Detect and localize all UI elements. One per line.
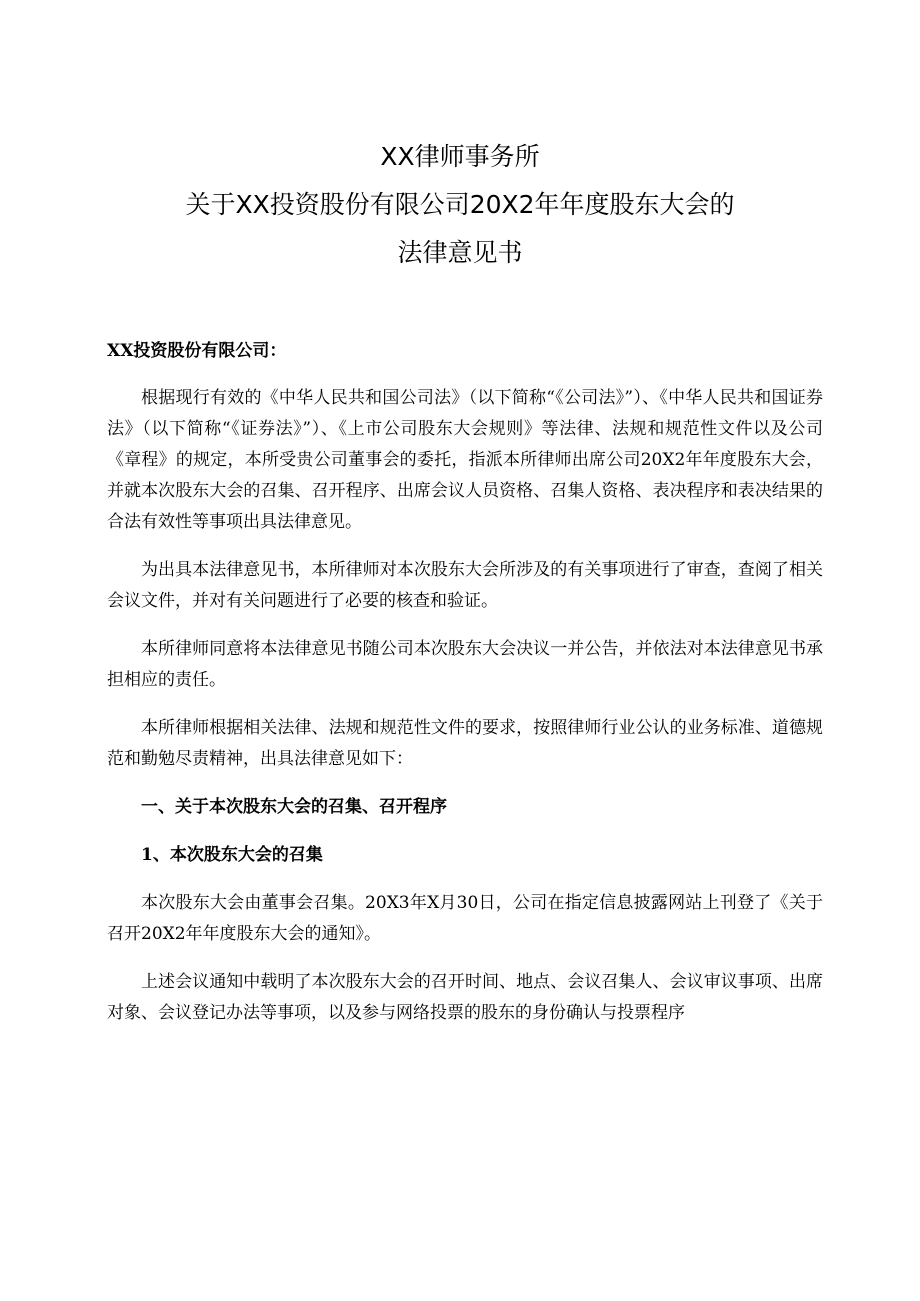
addressee: XX投资股份有限公司： bbox=[107, 341, 287, 361]
document-body bbox=[107, 336, 823, 1046]
subsection-heading: 1、本次股东大会的召集 bbox=[141, 845, 323, 865]
paragraph-review-scope: 为出具本法律意见书，本所律师对本次股东大会所涉及的有关事项进行了审查，查阅了相关会议文件，并对有关问题进行了必要的核查和验证。 bbox=[107, 560, 823, 611]
paragraph-convening: 本次股东大会由董事会召集。20X3年X月30日，公司在指定信息披露网站上刊登了《关于召开20X2年年度股东大会的通知》。 bbox=[107, 893, 823, 944]
title-subject: 关于XX投资股份有限公司20X2年年度股东大会的 bbox=[185, 190, 735, 219]
document-title bbox=[0, 133, 920, 277]
section-heading: 一、关于本次股东大会的召集、召开程序 bbox=[141, 797, 447, 817]
paragraph-notice-contents: 上述会议通知中载明了本次股东大会的召开时间、地点、会议召集人、会议审议事项、出席对象、会议登记办法等事项，以及参与网络投票的股东的身份确认与投票程序 bbox=[107, 972, 823, 1023]
title-document-type: 法律意见书 bbox=[397, 238, 523, 267]
paragraph-legal-basis: 根据现行有效的《中华人民共和国公司法》（以下简称“《公司法》”）、《中华人民共和国证券法》（以下简称“《证券法》”）、《上市公司股东大会规则》等法律、法规和规范性文件以及公司《章程》的规定，本所受贵公司董事会的委托，指派本所律师出席公司20X2年年度股东大会，并就本次股东大会的召集、召开程序、出席会议人员资格、召集人资格、表决程序和表决结果的合法有效性等事项出具法律意见。 bbox=[107, 388, 823, 532]
title-law-firm: XX律师事务所 bbox=[380, 142, 540, 171]
paragraph-consent: 本所律师同意将本法律意见书随公司本次股东大会决议一并公告，并依法对本法律意见书承担相应的责任。 bbox=[107, 639, 823, 690]
paragraph-standards: 本所律师根据相关法律、法规和规范性文件的要求，按照律师行业公认的业务标准、道德规范和勤勉尽责精神，出具法律意见如下： bbox=[107, 718, 823, 769]
